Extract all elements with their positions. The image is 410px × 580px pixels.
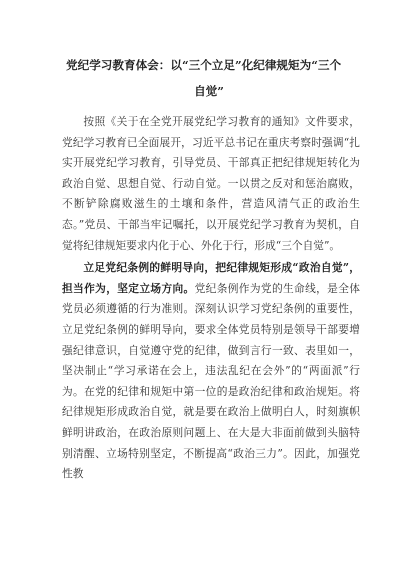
paragraph-2-lead: 立足党纪条例的鲜明导向，把纪律规矩形成“政治自觉”，担当作为，坚定立场方向。 — [62, 261, 360, 295]
title-line-2: 自觉” — [194, 84, 224, 98]
paragraph-2-body: 党纪条例作为党的生命线，是全体党员必须遵循的行为准则。深刻认识学习党纪条例的重要性，立足党纪条例的鲜明导向，要求全体党员特别是领导干部要增强纪律意识，自觉遵守党的纪律，做到言行一致、表里如一，坚决制止“学习承诺在会上，违法乱纪在会外”的“两面派”行为。在党的纪律和规矩中第一位的是政治纪律和政治规矩。将纪律规矩形成政治自觉，就是要在政治上做明白人，时刻旗帜鲜明讲政治，在政治原则问题上、在大是大非面前做到头脑特别清醒、立场特别坚定，不断提高“政治三力”。因此，加强党性教 — [62, 281, 360, 481]
paragraph-1: 按照《关于在全党开展党纪学习教育的通知》文件要求，党纪学习教育已全面展开，习近平总书记在重庆考察时强调“扎实开展党纪学习教育，引导党员、干部真正把纪律规矩转化为政治自觉、思想自觉、行动自觉。一以贯之反对和惩治腐败，不断铲除腐败滋生的土壤和条件，营造风清气正的政治生态。”党员、干部当牢记嘱托，以开展党纪学习教育为契机，自觉将纪律规矩要求内化于心、外化于行，形成“三个自觉”。 — [62, 115, 360, 252]
title-line-1: 党纪学习教育体会：以“三个立足”化纪律规矩为“三个 — [66, 58, 342, 72]
document-title — [66, 52, 352, 104]
document-body — [62, 112, 360, 485]
paragraph-2 — [62, 258, 360, 485]
